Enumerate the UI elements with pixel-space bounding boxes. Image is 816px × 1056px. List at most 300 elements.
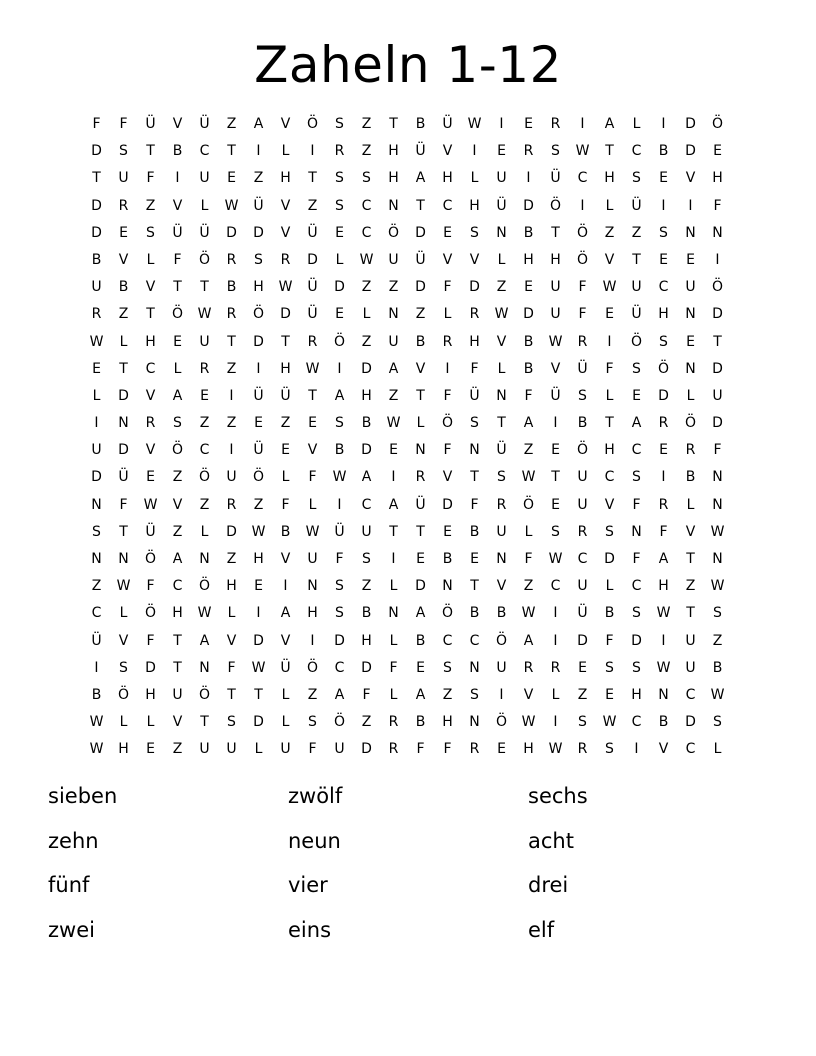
grid-letter: B — [415, 333, 426, 350]
grid-letter: D — [361, 741, 372, 758]
grid-letter: V — [604, 496, 615, 513]
grid-letter: B — [712, 659, 723, 676]
grid-letter: D — [280, 306, 291, 323]
grid-letter: F — [443, 387, 452, 404]
grid-letter: E — [578, 659, 587, 676]
grid-letter: H — [145, 686, 156, 703]
grid-letter: I — [391, 469, 396, 486]
grid-letter: L — [389, 578, 398, 595]
grid-letter: W — [710, 686, 725, 703]
grid-letter: W — [89, 741, 104, 758]
grid-letter: C — [145, 360, 156, 377]
grid-letter: W — [251, 523, 266, 540]
grid-letter: Ö — [306, 659, 319, 676]
grid-letter: E — [173, 333, 182, 350]
grid-letter: V — [226, 632, 237, 649]
grid-letter: E — [659, 251, 668, 268]
grid-letter: B — [658, 714, 669, 731]
grid-letter: N — [712, 469, 723, 486]
grid-letter: I — [175, 170, 180, 187]
grid-letter: D — [631, 632, 642, 649]
grid-letter: S — [551, 143, 560, 160]
grid-letter: N — [496, 224, 507, 241]
grid-letter: D — [253, 714, 264, 731]
grid-letter: B — [604, 605, 615, 622]
grid-letter: A — [280, 605, 291, 622]
grid-letter: F — [524, 387, 533, 404]
grid-letter: U — [712, 387, 723, 404]
grid-letter: Ü — [199, 224, 210, 241]
grid-letter: D — [253, 224, 264, 241]
grid-letter: Z — [361, 279, 372, 296]
grid-letter: L — [362, 306, 371, 323]
grid-letter: C — [199, 442, 210, 459]
grid-letter: H — [253, 279, 264, 296]
grid-letter: H — [280, 360, 291, 377]
grid-letter: W — [521, 469, 536, 486]
grid-letter: R — [145, 415, 156, 432]
grid-letter: E — [686, 251, 695, 268]
grid-letter: C — [91, 605, 102, 622]
grid-letter: W — [548, 333, 563, 350]
grid-letter: H — [118, 741, 129, 758]
grid-letter: S — [146, 224, 155, 241]
grid-letter: L — [686, 387, 695, 404]
grid-letter: S — [470, 686, 479, 703]
grid-letter: W — [89, 714, 104, 731]
grid-letter: T — [227, 333, 236, 350]
grid-letter: Ö — [495, 632, 508, 649]
grid-letter: F — [443, 741, 452, 758]
grid-letter: B — [685, 469, 696, 486]
grid-letter: D — [442, 496, 453, 513]
grid-letter: F — [443, 442, 452, 459]
grid-letter: C — [577, 170, 588, 187]
grid-letter: B — [415, 116, 426, 132]
grid-letter: Ü — [253, 197, 264, 214]
grid-letter: E — [308, 415, 317, 432]
grid-letter: Z — [145, 197, 156, 214]
grid-letter: I — [661, 197, 666, 214]
grid-letter: Ü — [145, 116, 156, 132]
grid-letter: Ü — [307, 306, 318, 323]
grid-letter: H — [523, 251, 534, 268]
grid-letter: Ü — [577, 605, 588, 622]
grid-letter: R — [199, 360, 210, 377]
grid-letter: Ö — [306, 116, 319, 132]
grid-letter: D — [334, 279, 345, 296]
grid-letter: L — [227, 605, 236, 622]
grid-letter: D — [118, 442, 129, 459]
grid-letter: R — [118, 197, 129, 214]
grid-letter: N — [685, 360, 696, 377]
grid-letter: N — [388, 197, 399, 214]
grid-letter: Ö — [576, 251, 589, 268]
grid-letter: U — [685, 659, 696, 676]
grid-letter: H — [442, 714, 453, 731]
grid-letter: T — [551, 469, 560, 486]
grid-letter: F — [659, 523, 668, 540]
grid-letter: S — [254, 251, 263, 268]
grid-letter: Ü — [469, 387, 480, 404]
grid-letter: S — [470, 224, 479, 241]
grid-letter: S — [335, 197, 344, 214]
grid-letter: H — [361, 387, 372, 404]
grid-letter: T — [254, 686, 263, 703]
grid-letter: Z — [631, 224, 642, 241]
grid-letter: L — [119, 714, 128, 731]
grid-letter: Ö — [171, 442, 184, 459]
grid-letter: C — [685, 686, 696, 703]
grid-letter: S — [659, 333, 668, 350]
grid-letter: W — [467, 116, 482, 132]
grid-letter: E — [686, 333, 695, 350]
grid-letter: H — [658, 306, 669, 323]
grid-letter: B — [523, 360, 534, 377]
grid-letter: B — [172, 143, 183, 160]
grid-letter: I — [499, 686, 504, 703]
grid-letter: H — [280, 170, 291, 187]
grid-letter: A — [415, 605, 426, 622]
grid-letter: B — [469, 523, 480, 540]
grid-letter: S — [551, 523, 560, 540]
grid-letter: Ü — [253, 442, 264, 459]
letter-grid — [83, 111, 731, 764]
grid-letter: I — [229, 387, 234, 404]
grid-letter: Z — [496, 279, 507, 296]
grid-letter: U — [226, 741, 237, 758]
grid-letter: F — [281, 496, 290, 513]
grid-letter: I — [553, 632, 558, 649]
grid-letter: N — [712, 551, 723, 567]
grid-letter: B — [415, 714, 426, 731]
grid-letter: C — [685, 741, 696, 758]
grid-letter: W — [197, 306, 212, 323]
grid-letter: E — [254, 578, 263, 595]
grid-letter: C — [334, 659, 345, 676]
grid-letter: N — [712, 224, 723, 241]
grid-letter: F — [362, 686, 371, 703]
grid-letter: S — [335, 605, 344, 622]
grid-letter: T — [200, 714, 209, 731]
grid-letter: R — [685, 442, 696, 459]
grid-letter: E — [497, 741, 506, 758]
grid-letter: D — [253, 632, 264, 649]
grid-letter: L — [524, 523, 533, 540]
grid-letter: Z — [712, 632, 723, 649]
grid-letter: D — [91, 197, 102, 214]
grid-letter: E — [551, 442, 560, 459]
grid-letter: F — [119, 496, 128, 513]
grid-letter: E — [416, 659, 425, 676]
grid-letter: Z — [172, 469, 183, 486]
grid-letter: Z — [442, 686, 453, 703]
grid-letter: W — [521, 605, 536, 622]
grid-letter: C — [442, 197, 453, 214]
grid-letter: L — [605, 578, 614, 595]
grid-letter: B — [496, 605, 507, 622]
grid-letter: H — [658, 578, 669, 595]
grid-letter: Ö — [333, 714, 346, 731]
grid-letter: Ü — [631, 306, 642, 323]
grid-letter: H — [253, 551, 264, 567]
grid-letter: V — [280, 551, 291, 567]
grid-letter: L — [119, 605, 128, 622]
grid-letter: T — [173, 632, 182, 649]
grid-letter: H — [712, 170, 723, 187]
grid-letter: L — [254, 741, 263, 758]
grid-letter: A — [388, 360, 399, 377]
grid-letter: Z — [361, 143, 372, 160]
grid-letter: Z — [280, 415, 291, 432]
grid-letter: A — [172, 387, 183, 404]
grid-letter: W — [602, 714, 617, 731]
grid-letter: A — [172, 551, 183, 567]
grid-letter: D — [523, 197, 534, 214]
grid-letter: D — [712, 306, 723, 323]
grid-letter: N — [118, 415, 129, 432]
grid-letter: F — [146, 170, 155, 187]
grid-letter: H — [550, 251, 561, 268]
grid-letter: N — [469, 714, 480, 731]
grid-letter: N — [469, 659, 480, 676]
grid-letter: I — [391, 551, 396, 567]
grid-letter: E — [443, 523, 452, 540]
grid-letter: V — [469, 251, 480, 268]
grid-letter: N — [118, 551, 129, 567]
grid-letter: Z — [361, 714, 372, 731]
grid-letter: C — [361, 496, 372, 513]
grid-letter: L — [551, 686, 560, 703]
grid-letter: R — [523, 143, 534, 160]
grid-letter: B — [118, 279, 129, 296]
grid-letter: Z — [172, 741, 183, 758]
grid-letter: H — [604, 170, 615, 187]
grid-letter: A — [631, 415, 642, 432]
grid-letter: Ü — [145, 523, 156, 540]
grid-letter: L — [173, 360, 182, 377]
grid-letter: L — [281, 469, 290, 486]
grid-letter: Ö — [144, 605, 157, 622]
grid-letter: F — [173, 251, 182, 268]
grid-letter: V — [118, 632, 129, 649]
grid-letter: C — [361, 224, 372, 241]
grid-letter: Ü — [280, 387, 291, 404]
grid-letter: F — [578, 306, 587, 323]
grid-letter: L — [92, 387, 101, 404]
grid-letter: T — [632, 251, 641, 268]
grid-letter: I — [310, 632, 315, 649]
grid-letter: W — [305, 360, 320, 377]
grid-letter: Z — [685, 578, 696, 595]
grid-letter: W — [251, 659, 266, 676]
grid-letter: I — [553, 605, 558, 622]
grid-letter: I — [256, 143, 261, 160]
grid-letter: T — [200, 279, 209, 296]
grid-letter: L — [281, 143, 290, 160]
grid-letter: Ü — [199, 116, 210, 132]
grid-letter: I — [634, 741, 639, 758]
grid-letter: Z — [199, 496, 210, 513]
grid-letter: H — [442, 170, 453, 187]
grid-letter: N — [91, 496, 102, 513]
grid-letter: R — [226, 251, 237, 268]
grid-letter: L — [632, 116, 641, 132]
grid-letter: V — [658, 741, 669, 758]
grid-letter: N — [307, 578, 318, 595]
grid-letter: W — [359, 251, 374, 268]
grid-letter: V — [145, 442, 156, 459]
grid-letter: E — [119, 224, 128, 241]
grid-letter: B — [280, 523, 291, 540]
grid-letter: W — [143, 496, 158, 513]
grid-letter: A — [253, 116, 264, 132]
word-list-item: sieben — [48, 784, 118, 808]
grid-letter: T — [605, 143, 614, 160]
grid-letter: Ü — [253, 387, 264, 404]
grid-letter: A — [415, 170, 426, 187]
grid-letter: R — [226, 496, 237, 513]
grid-letter: Z — [307, 197, 318, 214]
word-list-item: zehn — [48, 828, 99, 853]
grid-letter: R — [577, 741, 588, 758]
grid-letter: C — [199, 143, 210, 160]
grid-letter: T — [146, 306, 155, 323]
grid-letter: U — [199, 741, 210, 758]
grid-letter: D — [307, 251, 318, 268]
grid-letter: R — [496, 496, 507, 513]
grid-letter: F — [470, 360, 479, 377]
grid-letter: H — [307, 605, 318, 622]
grid-letter: S — [713, 714, 722, 731]
grid-letter: V — [415, 360, 426, 377]
grid-letter: W — [116, 578, 131, 595]
grid-letter: U — [388, 251, 399, 268]
grid-letter: L — [497, 251, 506, 268]
grid-letter: Z — [361, 578, 372, 595]
grid-letter: D — [253, 333, 264, 350]
grid-letter: H — [361, 632, 372, 649]
grid-letter: H — [388, 170, 399, 187]
grid-letter: Ö — [495, 714, 508, 731]
grid-letter: N — [199, 551, 210, 567]
grid-letter: Ü — [91, 632, 102, 649]
grid-letter: H — [172, 605, 183, 622]
grid-letter: S — [578, 387, 587, 404]
grid-letter: B — [577, 415, 588, 432]
grid-letter: Z — [91, 578, 102, 595]
grid-letter: V — [685, 523, 696, 540]
grid-letter: U — [199, 170, 210, 187]
grid-letter: Z — [388, 279, 399, 296]
grid-letter: Z — [523, 442, 534, 459]
grid-letter: Ö — [630, 333, 643, 350]
grid-letter: Z — [577, 686, 588, 703]
grid-letter: W — [494, 306, 509, 323]
grid-letter: E — [146, 469, 155, 486]
grid-letter: T — [686, 605, 695, 622]
grid-letter: L — [281, 714, 290, 731]
grid-letter: V — [280, 116, 291, 132]
grid-letter: U — [577, 578, 588, 595]
grid-letter: I — [256, 605, 261, 622]
grid-letter: D — [469, 279, 480, 296]
grid-letter: L — [200, 523, 209, 540]
grid-letter: Ö — [387, 224, 400, 241]
grid-letter: T — [713, 333, 722, 350]
grid-letter: Z — [388, 387, 399, 404]
grid-letter: Ü — [280, 659, 291, 676]
grid-letter: F — [92, 116, 101, 132]
grid-letter: N — [658, 686, 669, 703]
grid-letter: B — [523, 333, 534, 350]
grid-letter: E — [227, 170, 236, 187]
grid-letter: D — [523, 306, 534, 323]
grid-letter: Ö — [252, 306, 265, 323]
grid-letter: D — [415, 224, 426, 241]
grid-letter: Ö — [576, 442, 589, 459]
grid-letter: E — [416, 551, 425, 567]
grid-letter: T — [416, 197, 425, 214]
grid-letter: Z — [118, 306, 129, 323]
grid-letter: N — [496, 551, 507, 567]
grid-letter: Ö — [711, 116, 724, 132]
grid-letter: A — [523, 415, 534, 432]
grid-letter: E — [632, 387, 641, 404]
grid-letter: C — [469, 632, 480, 649]
grid-letter: F — [146, 578, 155, 595]
grid-letter: D — [226, 224, 237, 241]
grid-letter: N — [388, 605, 399, 622]
grid-letter: N — [388, 306, 399, 323]
grid-letter: S — [632, 605, 641, 622]
grid-letter: V — [307, 442, 318, 459]
grid-letter: S — [443, 659, 452, 676]
grid-letter: F — [119, 116, 128, 132]
grid-letter: Ö — [657, 360, 670, 377]
grid-letter: T — [470, 578, 479, 595]
grid-letter: I — [256, 360, 261, 377]
grid-letter: I — [283, 578, 288, 595]
grid-letter: D — [361, 659, 372, 676]
grid-letter: L — [335, 251, 344, 268]
grid-letter: Z — [253, 170, 264, 187]
grid-letter: R — [658, 496, 669, 513]
grid-letter: T — [416, 387, 425, 404]
grid-letter: U — [685, 279, 696, 296]
grid-letter: C — [631, 714, 642, 731]
grid-letter: W — [575, 143, 590, 160]
grid-letter: T — [686, 551, 695, 567]
grid-letter: U — [91, 442, 102, 459]
grid-letter: B — [469, 605, 480, 622]
grid-letter: S — [632, 170, 641, 187]
grid-letter: N — [631, 523, 642, 540]
grid-letter: E — [335, 224, 344, 241]
grid-letter: L — [497, 360, 506, 377]
grid-letter: U — [280, 741, 291, 758]
grid-letter: T — [119, 523, 128, 540]
grid-letter: W — [278, 279, 293, 296]
grid-letter: N — [712, 496, 723, 513]
grid-letter: W — [89, 333, 104, 350]
grid-letter: S — [605, 659, 614, 676]
grid-letter: T — [497, 415, 506, 432]
grid-letter: D — [118, 387, 129, 404]
grid-letter: S — [362, 170, 371, 187]
grid-letter: N — [415, 442, 426, 459]
grid-letter: E — [605, 306, 614, 323]
